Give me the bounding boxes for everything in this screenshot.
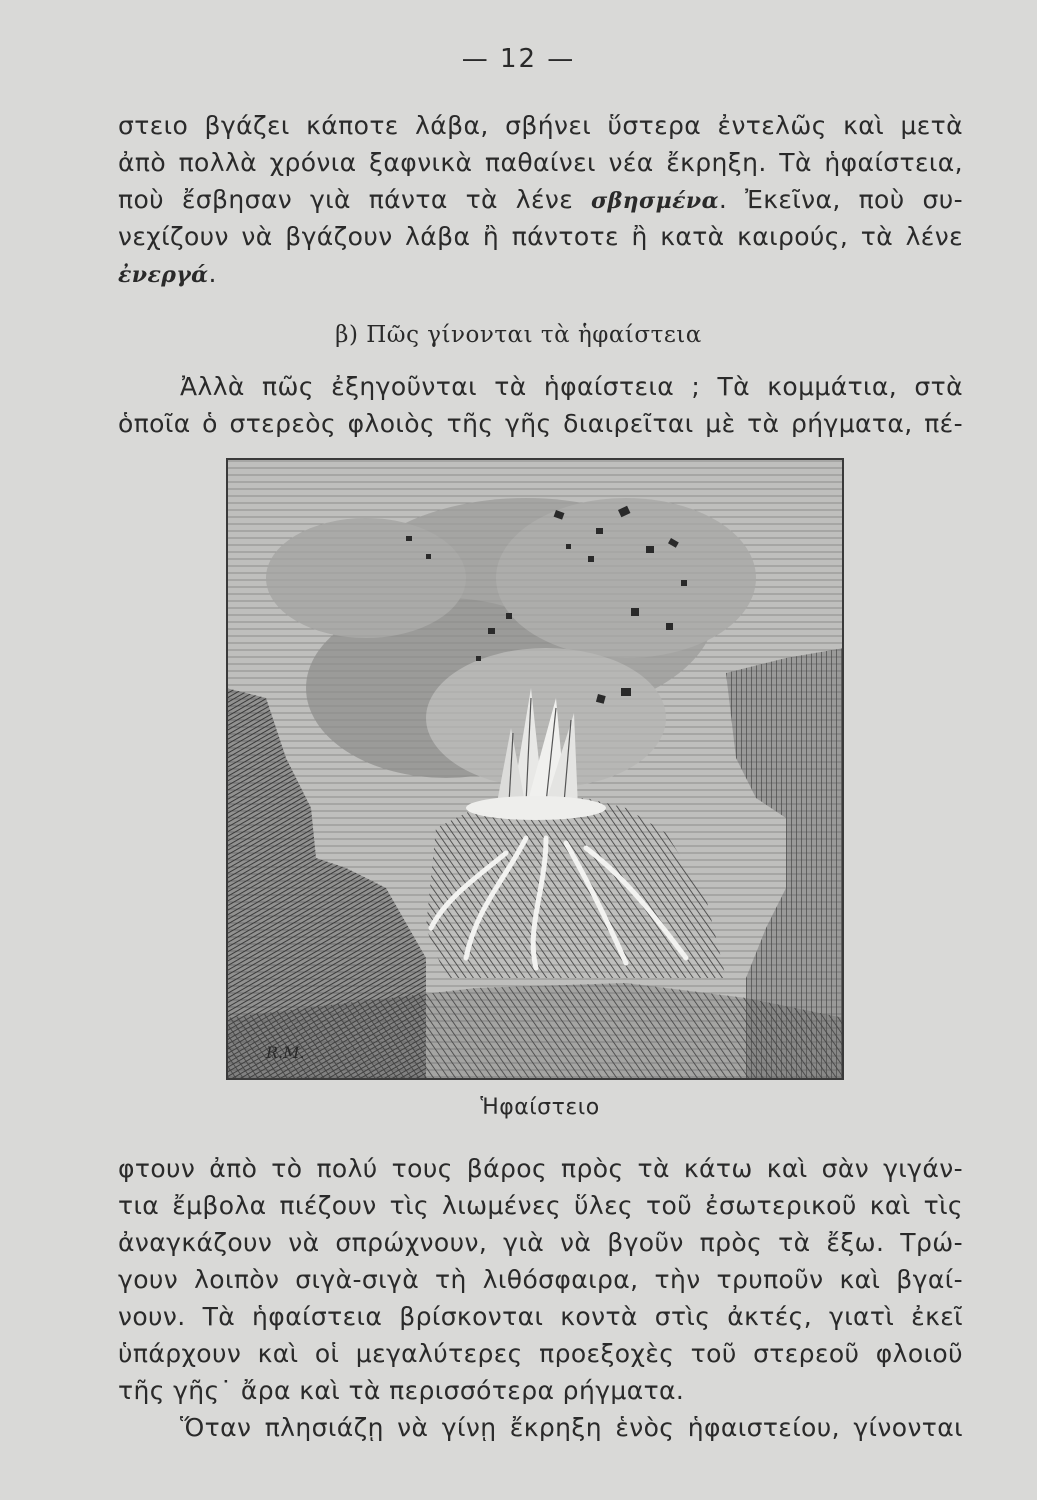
- text-line: ἀπὸ πολλὰ χρόνια ξαφνικὰ παθαίνει νέα ἔκρηξη. Τὰ ἡφαίστεια,: [118, 148, 963, 177]
- text-line: [118, 181, 963, 218]
- text-line: γουν λοιπὸν σιγὰ-σιγὰ τὴ λιθόσφαιρα, τὴν τρυποῦν καὶ βγαί-: [118, 1265, 963, 1294]
- paragraph-top: [118, 107, 963, 292]
- volcano-illustration: [226, 458, 844, 1080]
- crater-glow: [466, 796, 606, 820]
- text-line: φτουν ἀπὸ τὸ πολύ τους βάρος πρὸς τὰ κάτω καὶ σὰν γιγάν-: [118, 1154, 963, 1183]
- text-fragment: .: [208, 259, 217, 288]
- emphasized-term: ἐνεργά: [118, 262, 209, 288]
- paragraph-middle: [118, 368, 963, 442]
- section-heading: β) Πῶς γίνονται τὰ ἡφαίστεια: [335, 322, 702, 348]
- volcano-engraving: [226, 458, 844, 1080]
- engraver-signature: R.M.: [266, 1043, 305, 1062]
- text-fragment: ποὺ ἔσβησαν γιὰ πάντα τὰ λένε: [118, 185, 591, 214]
- text-line: ὁποῖα ὁ στερεὸς φλοιὸς τῆς γῆς διαιρεῖται μὲ τὰ ρήγματα, πέ-: [118, 409, 963, 438]
- text-line: νουν. Τὰ ἡφαίστεια βρίσκονται κοντὰ στὶς ἀκτές, γιατὶ ἐκεῖ: [118, 1302, 963, 1331]
- paragraph-bottom: [118, 1150, 963, 1446]
- text-line: τια ἔμβολα πιέζουν τὶς λιωμένες ὕλες τοῦ ἐσωτερικοῦ καὶ τὶς: [118, 1191, 963, 1220]
- figure-caption: Ἡφαίστειο: [480, 1095, 600, 1120]
- emphasized-term: σβησμένα: [590, 188, 719, 214]
- text-line: νεχίζουν νὰ βγάζουν λάβα ἢ πάντοτε ἢ κατὰ καιρούς, τὰ λένε: [118, 222, 963, 251]
- text-line: στειο βγάζει κάποτε λάβα, σβήνει ὕστερα ἐντελῶς καὶ μετὰ: [118, 111, 963, 140]
- text-fragment: . Ἐκεῖνα, ποὺ συ-: [718, 185, 963, 214]
- text-line: τῆς γῆς˙ ἄρα καὶ τὰ περισσότερα ρήγματα.: [118, 1376, 685, 1405]
- text-line: ὑπάρχουν καὶ οἱ μεγαλύτερες προεξοχὲς τοῦ στερεοῦ φλοιοῦ: [118, 1339, 963, 1368]
- text-line: ἀναγκάζουν νὰ σπρώχνουν, γιὰ νὰ βγοῦν πρὸς τὰ ἔξω. Τρώ-: [118, 1228, 963, 1257]
- text-line: Ὅταν πλησιάζῃ νὰ γίνῃ ἔκρηξη ἑνὸς ἡφαιστείου, γίνονται: [180, 1413, 963, 1442]
- text-line: Ἀλλὰ πῶς ἐξηγοῦνται τὰ ἡφαίστεια ; Τὰ κομμάτια, στὰ: [180, 372, 963, 401]
- text-line: [118, 255, 963, 292]
- page-number: — 12 —: [461, 44, 576, 74]
